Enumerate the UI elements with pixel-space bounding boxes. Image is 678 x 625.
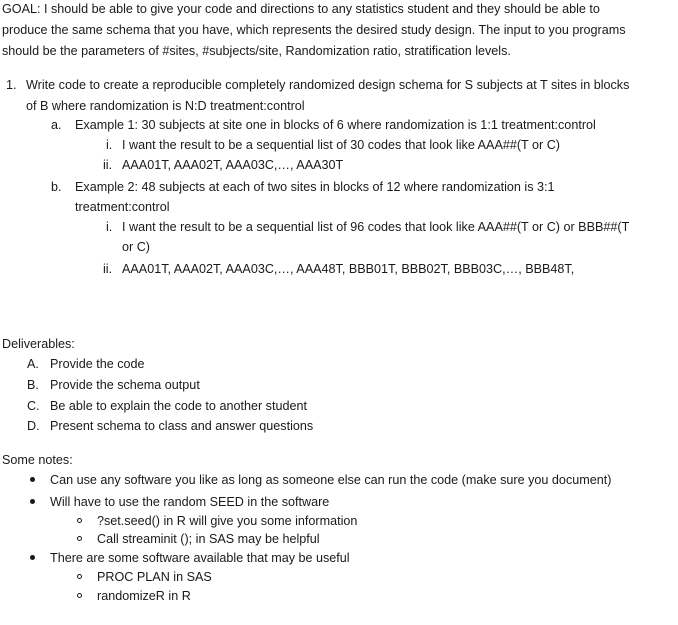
task-1-line-1: Write code to create a reproducible completely randomized design schema for S subjects at T sites in blocks <box>26 78 630 92</box>
deliverable-b-marker: B. <box>27 378 39 392</box>
bullet-circle-icon <box>77 536 82 541</box>
example-a-marker: a. <box>51 118 62 132</box>
example-a-item-i-marker: i. <box>106 138 113 152</box>
notes-bullet-3: There are some software available that may be useful <box>50 551 350 565</box>
task-1-line-2: of B where randomization is N:D treatment:control <box>26 99 305 113</box>
deliverables-heading: Deliverables: <box>2 337 75 351</box>
bullet-dot-icon <box>30 555 35 560</box>
example-b-line-1: Example 2: 48 subjects at each of two sites in blocks of 12 where randomization is 3:1 <box>75 180 555 194</box>
example-b-marker: b. <box>51 180 62 194</box>
bullet-dot-icon <box>30 477 35 482</box>
bullet-circle-icon <box>77 518 82 523</box>
example-a-item-ii-text: AAA01T, AAA02T, AAA03C,…, AAA30T <box>122 158 344 172</box>
bullet-dot-icon <box>30 499 35 504</box>
goal-line-2: produce the same schema that you have, which represents the desired study design. The input to you programs <box>2 23 626 37</box>
notes-heading: Some notes: <box>2 453 73 467</box>
bullet-circle-icon <box>77 593 82 598</box>
deliverable-c-marker: C. <box>27 399 40 413</box>
notes-bullet-2: Will have to use the random SEED in the software <box>50 495 330 509</box>
notes-bullet-3-sub-2: randomizeR in R <box>97 589 191 603</box>
example-b-line-2: treatment:control <box>75 200 170 214</box>
deliverable-a-text: Provide the code <box>50 357 145 371</box>
deliverable-b-text: Provide the schema output <box>50 378 200 392</box>
example-a-text: Example 1: 30 subjects at site one in blocks of 6 where randomization is 1:1 treatment:control <box>75 118 596 132</box>
example-b-item-ii-text: AAA01T, AAA02T, AAA03C,…, AAA48T, BBB01T, BBB02T, BBB03C,…, BBB48T, <box>122 262 575 276</box>
example-b-item-i-marker: i. <box>106 220 113 234</box>
goal-line-3: should be the parameters of #sites, #subjects/site, Randomization ratio, stratification levels. <box>2 44 511 58</box>
example-a-item-i-text: I want the result to be a sequential list of 30 codes that look like AAA##(T or C) <box>122 138 560 152</box>
example-a-item-ii-marker: ii. <box>103 158 113 172</box>
notes-bullet-2-sub-1: ?set.seed() in R will give you some information <box>97 514 358 528</box>
deliverable-a-marker: A. <box>27 357 39 371</box>
deliverable-c-text: Be able to explain the code to another student <box>50 399 307 413</box>
goal-line-1: GOAL: I should be able to give your code and directions to any statistics student and they should be able to <box>2 2 600 16</box>
notes-bullet-2-sub-2: Call streaminit (); in SAS may be helpful <box>97 532 320 546</box>
notes-bullet-1: Can use any software you like as long as someone else can run the code (make sure you document) <box>50 473 612 487</box>
notes-bullet-3-sub-1: PROC PLAN in SAS <box>97 570 212 584</box>
example-b-item-i-line-2: or C) <box>122 240 150 254</box>
task-1-number: 1. <box>6 78 17 92</box>
deliverable-d-text: Present schema to class and answer questions <box>50 419 314 433</box>
deliverable-d-marker: D. <box>27 419 40 433</box>
example-b-item-i-line-1: I want the result to be a sequential list of 96 codes that look like AAA##(T or C) or BBB##(T <box>122 220 630 234</box>
example-b-item-ii-marker: ii. <box>103 262 113 276</box>
bullet-circle-icon <box>77 574 82 579</box>
